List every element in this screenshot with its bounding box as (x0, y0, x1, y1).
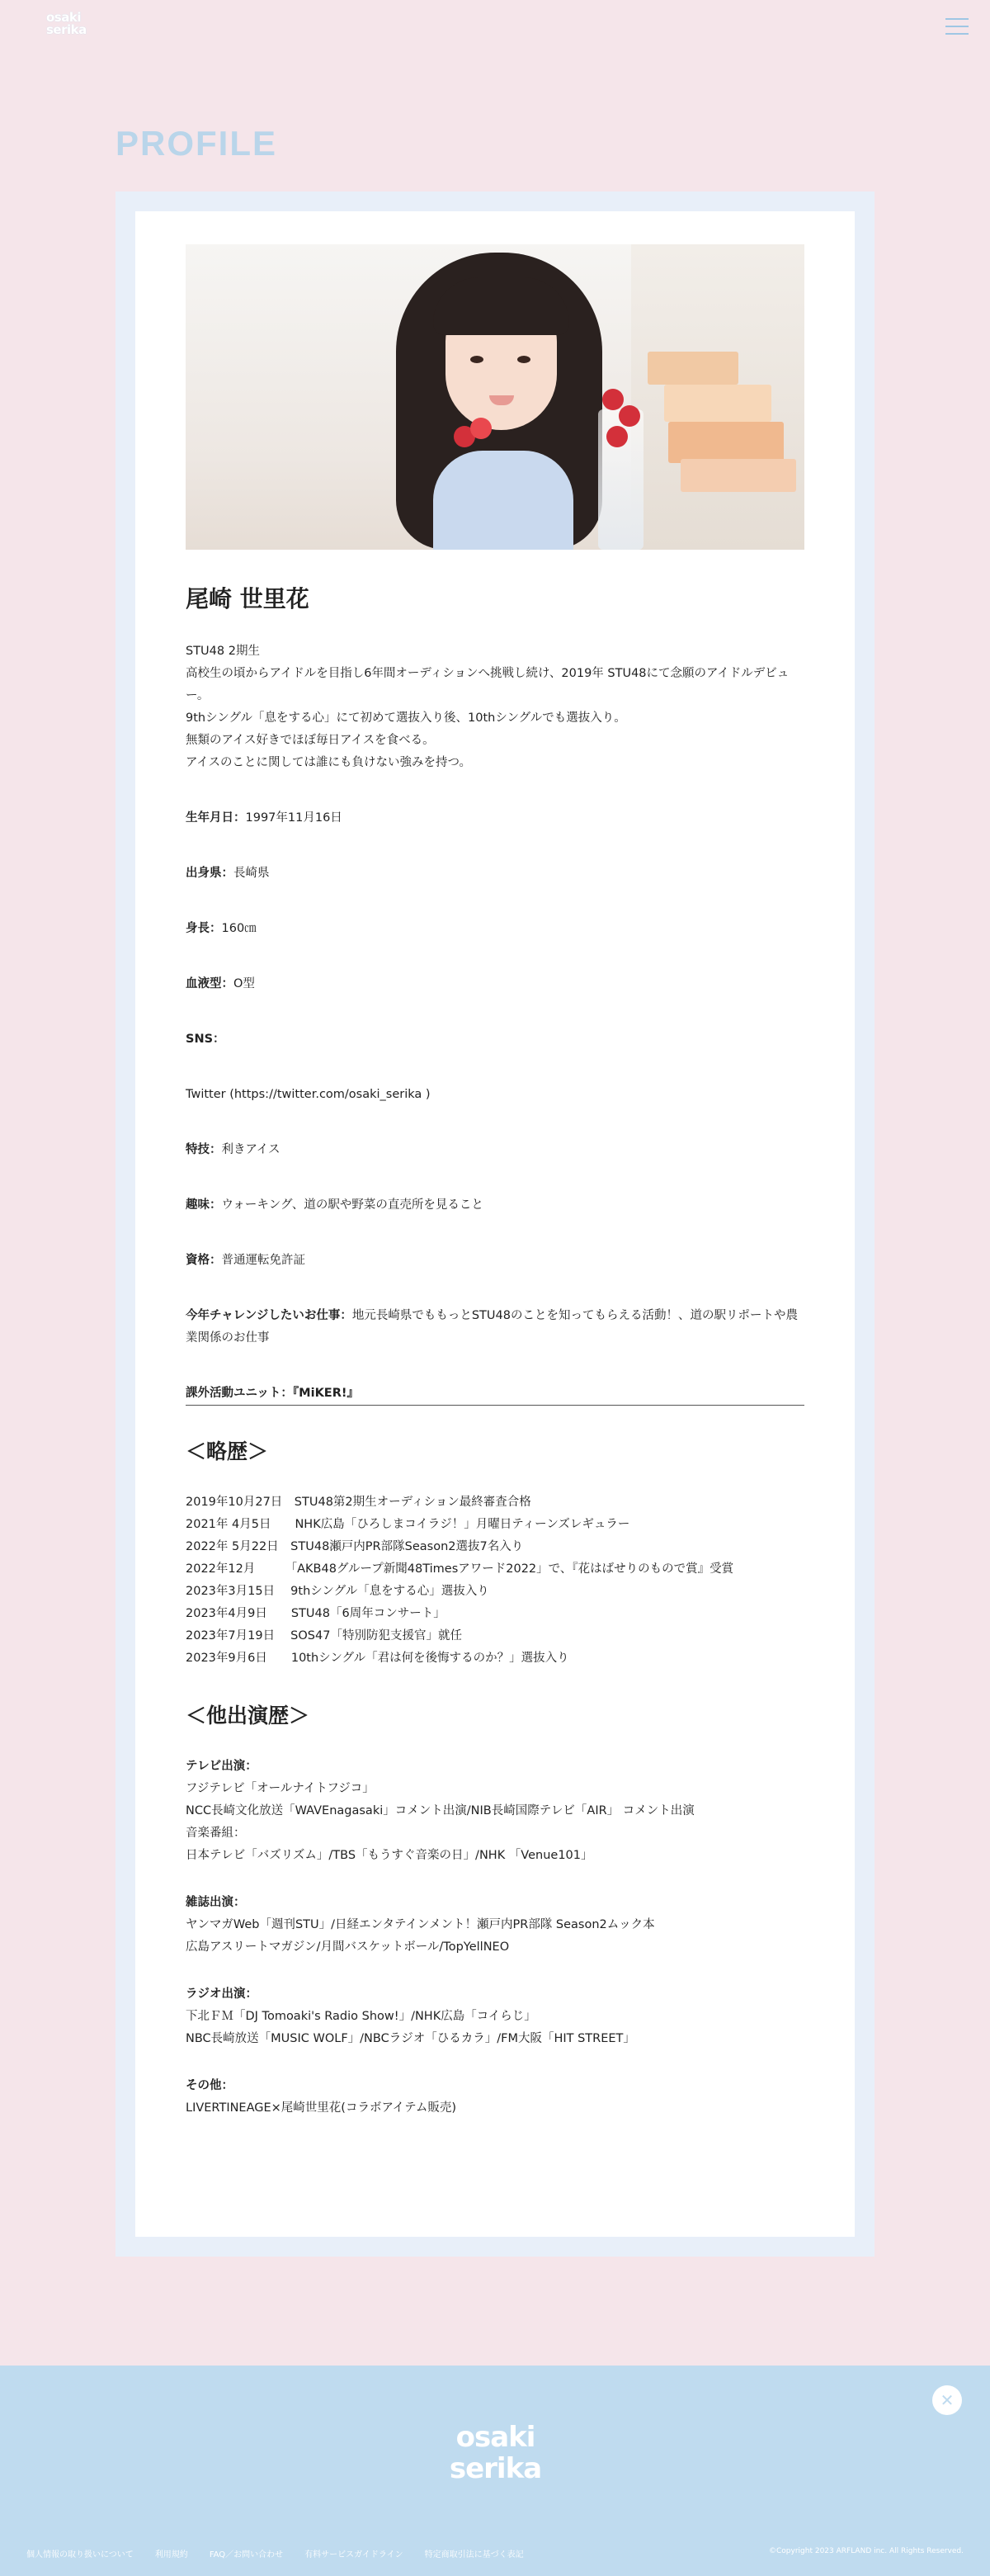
radio-label: ラジオ出演： (186, 1988, 257, 2001)
profile-content (186, 244, 804, 2120)
license-field: 資格：普通運転免許証 (186, 1254, 305, 1267)
history-item: 2021年 4月5日 NHK広島「ひろしまコイラジ！」月曜日ティーンズレギュラー (186, 1518, 630, 1531)
copyright: ©Copyright 2023 ARFLAND inc. All Rights Reserved. (769, 2547, 964, 2555)
history-item: 2019年10月27日 STU48第2期生オーディション最終審査合格 (186, 1496, 531, 1509)
footer-link-terms[interactable]: 利用規約 (154, 2550, 188, 2559)
challenge-field: 今年チャレンジしたいお仕事：地元長崎県でももっとSTU48のことを知ってもらえる活動！、道の駅リポートや農業関係のお仕事 (186, 1309, 798, 1345)
appearances-heading: ＜他出演歴＞ (186, 1704, 310, 1728)
footer-link-guidelines[interactable]: 有料サービスガイドライン (304, 2550, 403, 2559)
unit-field: 課外活動ユニット：『MiKER!』 (186, 1383, 804, 1406)
tv-line: フジテレビ「オールナイトフジコ」 (186, 1782, 375, 1795)
other-block (186, 2075, 804, 2120)
history-list (186, 1491, 804, 1670)
height-field: 身長：160㎝ (186, 922, 257, 935)
history-heading: ＜略歴＞ (186, 1439, 269, 1463)
radio-block (186, 1983, 804, 2050)
history-item: 2022年 5月22日 STU48瀬戸内PR部隊Season2選抜7名入り (186, 1540, 524, 1553)
logo-line2: serika (46, 22, 87, 37)
tv-line: 日本テレビ「バズリズム」/TBS「もうすぐ音楽の日」/NHK 「Venue101」 (186, 1849, 593, 1862)
other-line: LIVERTINEAGE×尾崎世里花(コラボアイテム販売) (186, 2101, 457, 2115)
site-footer (0, 2366, 990, 2576)
tv-label: テレビ出演： (186, 1760, 257, 1773)
intro-line: 無類のアイス好きでほぼ毎日アイスを食べる。 (186, 734, 435, 747)
hamburger-menu-icon[interactable] (945, 18, 969, 36)
footer-link-faq[interactable]: FAQ／お問い合わせ (209, 2550, 284, 2559)
magazine-block (186, 1892, 804, 1959)
blood-type-field: 血液型：O型 (186, 977, 255, 990)
history-item: 2023年3月15日 9thシングル「息をする心」選抜入り (186, 1585, 489, 1598)
intro-line: 9thシングル「息をする心」にて初めて選抜入り後、10thシングルでも選抜入り。 (186, 711, 626, 725)
tv-line: NCC長崎文化放送「WAVEnagasaki」コメント出演/NIB長崎国際テレビ「AIR」 コメント出演 (186, 1804, 695, 1817)
history-item: 2022年12月 「AKB48グループ新聞48Timesアワード2022」で、『花はばせりのもので賞』受賞 (186, 1562, 734, 1576)
birthplace-field: 出身県：長崎県 (186, 867, 270, 880)
hobby-field: 趣味：ウォーキング、道の駅や野菜の直売所を見ること (186, 1198, 483, 1212)
tv-line: 音楽番組： (186, 1827, 246, 1840)
site-logo[interactable] (46, 12, 87, 36)
intro-line: STU48 2期生 (186, 645, 260, 658)
intro-line: 高校生の頃からアイドルを目指し6年間オーディションへ挑戦し続け、2019年 STU48にて念願のアイドルデビュー。 (186, 667, 790, 702)
other-label: その他： (186, 2079, 233, 2092)
history-item: 2023年7月19日 SOS47「特別防犯支援官」就任 (186, 1629, 462, 1642)
profile-name: 尾崎 世里花 (186, 585, 309, 612)
birthday-field: 生年月日：1997年11月16日 (186, 811, 342, 825)
history-item: 2023年4月9日 STU48「6周年コンサート」 (186, 1607, 446, 1620)
close-icon[interactable]: ✕ (932, 2385, 962, 2415)
magazine-label: 雑誌出演： (186, 1896, 246, 1909)
history-item: 2023年9月6日 10thシングル「君は何を後悔するのか？」選抜入り (186, 1652, 569, 1665)
tv-block (186, 1756, 804, 1867)
logo-line1: osaki (46, 10, 81, 25)
footer-links (26, 2547, 524, 2559)
twitter-link[interactable]: Twitter (https://twitter.com/osaki_serika ) (186, 1088, 431, 1101)
footer-logo[interactable]: osaki serika (449, 2421, 542, 2485)
footer-link-privacy[interactable]: 個人情報の取り扱いについて (26, 2550, 134, 2559)
magazine-line: 広島アスリートマガジン/月間バスケットボール/TopYellNEO (186, 1940, 510, 1954)
profile-intro (186, 640, 804, 774)
magazine-line: ヤンマガWeb「週刊STU」/日経エンタテインメント！瀬戸内PR部隊 Season2ムック本 (186, 1918, 655, 1931)
profile-photo (186, 244, 804, 550)
radio-line: 下北ＦＭ「DJ Tomoaki's Radio Show!」/NHK広島「コイらじ」 (186, 2010, 536, 2023)
skill-field: 特技：利きアイス (186, 1143, 280, 1156)
intro-line: アイスのことに関しては誰にも負けない強みを持つ。 (186, 756, 471, 769)
sns-field: SNS： (186, 1033, 225, 1046)
radio-line: NBC長崎放送「MUSIC WOLF」/NBCラジオ「ひるカラ」/FM大阪「HIT STREET」 (186, 2032, 635, 2045)
page-title: PROFILE (116, 124, 278, 163)
footer-link-commerce-law[interactable]: 特定商取引法に基づく表記 (424, 2550, 524, 2559)
